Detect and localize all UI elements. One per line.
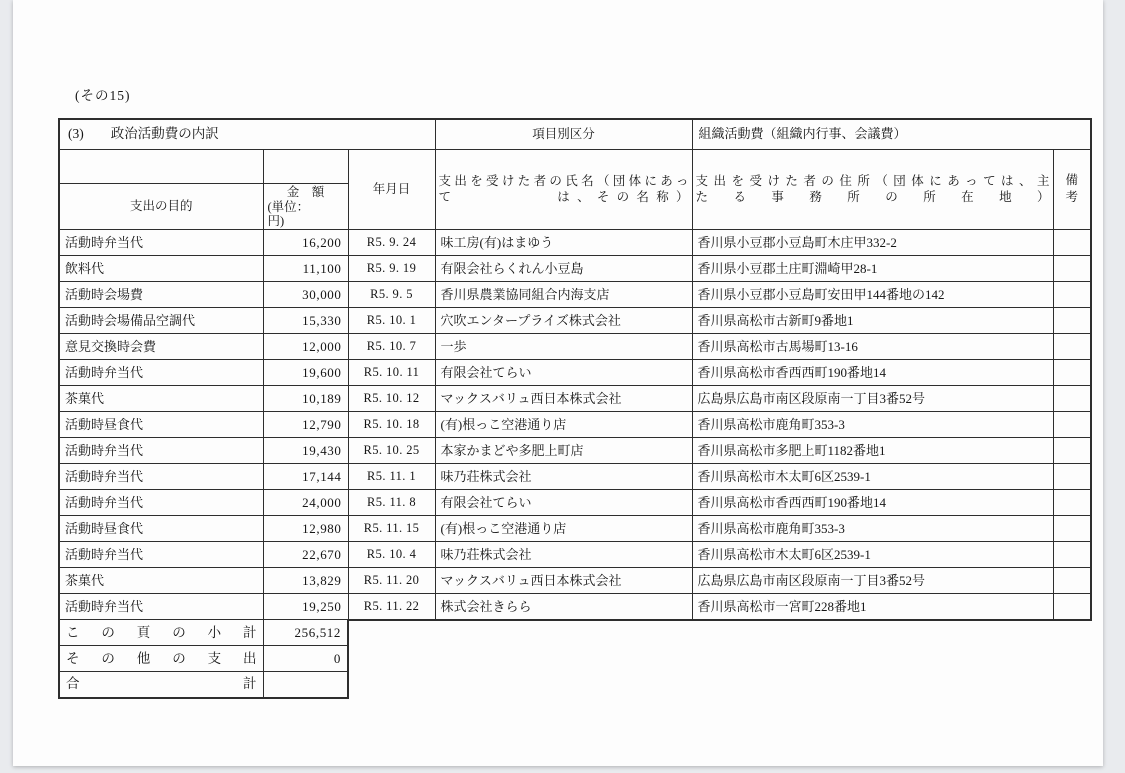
expense-note-cell <box>1053 464 1091 490</box>
expense-payee-cell: 本家かまどや多肥上町店 <box>435 438 692 464</box>
expense-amount-cell: 19,430 <box>263 438 348 464</box>
expense-purpose-cell: 活動時弁当代 <box>59 438 263 464</box>
expense-amount-cell: 19,250 <box>263 594 348 620</box>
col-header-note <box>1053 149 1091 230</box>
table-row <box>59 594 1091 620</box>
expense-amount-cell: 22,670 <box>263 542 348 568</box>
expense-date-cell: R5. 11. 1 <box>348 464 435 490</box>
expense-date-cell: R5. 10. 25 <box>348 438 435 464</box>
table-row <box>59 438 1091 464</box>
table-row <box>59 230 1091 256</box>
expense-payee-cell: 株式会社きらら <box>435 594 692 620</box>
expense-amount-cell: 15,330 <box>263 308 348 334</box>
category-value: 組織活動費（組織内行事、会議費） <box>692 119 1091 149</box>
expense-payee-cell: 有限会社てらい <box>435 360 692 386</box>
section-title: (3) 政治活動費の内訳 <box>59 119 435 149</box>
table-row <box>59 490 1091 516</box>
expense-purpose-cell: 茶菓代 <box>59 568 263 594</box>
expense-payee-cell: マックスバリュ西日本株式会社 <box>435 568 692 594</box>
expense-note-cell <box>1053 594 1091 620</box>
expense-note-cell <box>1053 308 1091 334</box>
expense-purpose-cell: 活動時弁当代 <box>59 490 263 516</box>
address-header-line2: た る 事 務 所 の 所 在 地 ） <box>695 190 1050 205</box>
table-row <box>59 334 1091 360</box>
expense-purpose-cell: 茶菓代 <box>59 386 263 412</box>
col-header-purpose: 支出の目的 <box>59 183 263 230</box>
note-header-char2: 考 <box>1065 190 1079 205</box>
expense-purpose-cell: 活動時弁当代 <box>59 360 263 386</box>
expense-date-cell: R5. 10. 1 <box>348 308 435 334</box>
expense-payee-cell: 香川県農業協同組合内海支店 <box>435 282 692 308</box>
expense-note-cell <box>1053 256 1091 282</box>
payee-header-line2: て は、その名称） <box>438 190 689 205</box>
expense-purpose-cell: 活動時昼食代 <box>59 412 263 438</box>
spacer-cell-purpose <box>59 149 263 183</box>
note-header-char1: 備 <box>1065 172 1079 187</box>
expense-date-cell: R5. 11. 15 <box>348 516 435 542</box>
expense-address-cell: 広島県広島市南区段原南一丁目3番52号 <box>692 568 1053 594</box>
other-expenses-amount: 0 <box>263 646 348 672</box>
address-header-line1: 支出を受けた者の住所（団体にあっては、主 <box>695 173 1050 188</box>
page-subtotal-label: こ の 頁 の 小 計 <box>59 620 263 646</box>
expense-payee-cell: 有限会社らくれん小豆島 <box>435 256 692 282</box>
table-row <box>59 282 1091 308</box>
expense-amount-cell: 30,000 <box>263 282 348 308</box>
expense-date-cell: R5. 9. 24 <box>348 230 435 256</box>
expense-amount-cell: 12,000 <box>263 334 348 360</box>
expense-purpose-cell: 飲料代 <box>59 256 263 282</box>
page-subtotal-amount: 256,512 <box>263 620 348 646</box>
expense-address-cell: 香川県高松市木太町6区2539-1 <box>692 542 1053 568</box>
expense-date-cell: R5. 9. 5 <box>348 282 435 308</box>
expense-note-cell <box>1053 568 1091 594</box>
expense-address-cell: 香川県小豆郡小豆島町安田甲144番地の142 <box>692 282 1053 308</box>
expense-amount-cell: 19,600 <box>263 360 348 386</box>
expense-amount-cell: 11,100 <box>263 256 348 282</box>
expense-date-cell: R5. 10. 7 <box>348 334 435 360</box>
col-header-date: 年月日 <box>348 149 435 230</box>
expense-payee-cell: 穴吹エンタープライズ株式会社 <box>435 308 692 334</box>
expense-address-cell: 香川県高松市古馬場町13-16 <box>692 334 1053 360</box>
expense-payee-cell: (有)根っこ空港通り店 <box>435 412 692 438</box>
amount-header-line1: 金 額 <box>286 184 325 199</box>
empty-area <box>348 672 1091 698</box>
expense-address-cell: 香川県高松市木太町6区2539-1 <box>692 464 1053 490</box>
expense-amount-cell: 13,829 <box>263 568 348 594</box>
expense-note-cell <box>1053 386 1091 412</box>
expense-address-cell: 香川県高松市鹿角町353-3 <box>692 412 1053 438</box>
sheet-label: (その15) <box>75 88 131 103</box>
col-header-amount <box>263 183 348 230</box>
col-header-address <box>692 149 1053 230</box>
political-activity-expense-table <box>58 118 1092 699</box>
expense-note-cell <box>1053 542 1091 568</box>
category-type-header: 項目別区分 <box>435 119 692 149</box>
expense-address-cell: 香川県高松市一宮町228番地1 <box>692 594 1053 620</box>
expense-purpose-cell: 活動時会場費 <box>59 282 263 308</box>
expense-address-cell: 香川県高松市古新町9番地1 <box>692 308 1053 334</box>
expense-date-cell: R5. 9. 19 <box>348 256 435 282</box>
expense-date-cell: R5. 10. 18 <box>348 412 435 438</box>
expense-address-cell: 香川県小豆郡小豆島町木庄甲332-2 <box>692 230 1053 256</box>
expense-note-cell <box>1053 438 1091 464</box>
table-row <box>59 516 1091 542</box>
table-row <box>59 386 1091 412</box>
table-row <box>59 360 1091 386</box>
expense-address-cell: 広島県広島市南区段原南一丁目3番52号 <box>692 386 1053 412</box>
spacer-cell-amount <box>263 149 348 183</box>
expense-date-cell: R5. 10. 12 <box>348 386 435 412</box>
expense-payee-cell: 有限会社てらい <box>435 490 692 516</box>
grand-total-label: 合 計 <box>59 672 263 698</box>
expense-amount-cell: 24,000 <box>263 490 348 516</box>
expense-purpose-cell: 活動時弁当代 <box>59 464 263 490</box>
empty-area <box>348 646 1091 672</box>
expense-payee-cell: (有)根っこ空港通り店 <box>435 516 692 542</box>
expense-note-cell <box>1053 490 1091 516</box>
other-expenses-label: そ の 他 の 支 出 <box>59 646 263 672</box>
grand-total-amount <box>263 672 348 698</box>
expense-address-cell: 香川県高松市鹿角町353-3 <box>692 516 1053 542</box>
amount-header-line3: 円) <box>267 213 285 228</box>
expense-payee-cell: 味乃荘株式会社 <box>435 542 692 568</box>
expense-address-cell: 香川県高松市香西西町190番地14 <box>692 360 1053 386</box>
empty-area <box>348 620 1091 646</box>
table-row <box>59 464 1091 490</box>
scanned-page <box>13 0 1103 766</box>
table-row <box>59 568 1091 594</box>
expense-purpose-cell: 活動時弁当代 <box>59 230 263 256</box>
expense-note-cell <box>1053 360 1091 386</box>
expense-purpose-cell: 活動時弁当代 <box>59 542 263 568</box>
expense-date-cell: R5. 10. 11 <box>348 360 435 386</box>
payee-header-line1: 支出を受けた者の氏名（団体にあっ <box>438 173 689 188</box>
expense-payee-cell: 一歩 <box>435 334 692 360</box>
expense-purpose-cell: 意見交換時会費 <box>59 334 263 360</box>
expense-amount-cell: 16,200 <box>263 230 348 256</box>
expense-date-cell: R5. 11. 8 <box>348 490 435 516</box>
expense-date-cell: R5. 11. 22 <box>348 594 435 620</box>
expense-note-cell <box>1053 282 1091 308</box>
expense-date-cell: R5. 10. 4 <box>348 542 435 568</box>
expense-payee-cell: マックスバリュ西日本株式会社 <box>435 386 692 412</box>
expense-amount-cell: 12,790 <box>263 412 348 438</box>
expense-amount-cell: 12,980 <box>263 516 348 542</box>
table-row <box>59 412 1091 438</box>
table-row <box>59 256 1091 282</box>
expense-address-cell: 香川県小豆郡土庄町淵崎甲28-1 <box>692 256 1053 282</box>
expense-purpose-cell: 活動時昼食代 <box>59 516 263 542</box>
expense-purpose-cell: 活動時会場備品空調代 <box>59 308 263 334</box>
expense-date-cell: R5. 11. 20 <box>348 568 435 594</box>
expense-address-cell: 香川県高松市香西西町190番地14 <box>692 490 1053 516</box>
expense-note-cell <box>1053 230 1091 256</box>
expense-note-cell <box>1053 412 1091 438</box>
expense-amount-cell: 10,189 <box>263 386 348 412</box>
expense-purpose-cell: 活動時弁当代 <box>59 594 263 620</box>
expense-note-cell <box>1053 516 1091 542</box>
table-row <box>59 308 1091 334</box>
expense-note-cell <box>1053 334 1091 360</box>
table-row <box>59 542 1091 568</box>
col-header-payee <box>435 149 692 230</box>
expense-amount-cell: 17,144 <box>263 464 348 490</box>
expense-payee-cell: 味工房(有)はまゆう <box>435 230 692 256</box>
amount-header-line2: (単位： <box>267 199 310 214</box>
expense-address-cell: 香川県高松市多肥上町1182番地1 <box>692 438 1053 464</box>
expense-payee-cell: 味乃荘株式会社 <box>435 464 692 490</box>
